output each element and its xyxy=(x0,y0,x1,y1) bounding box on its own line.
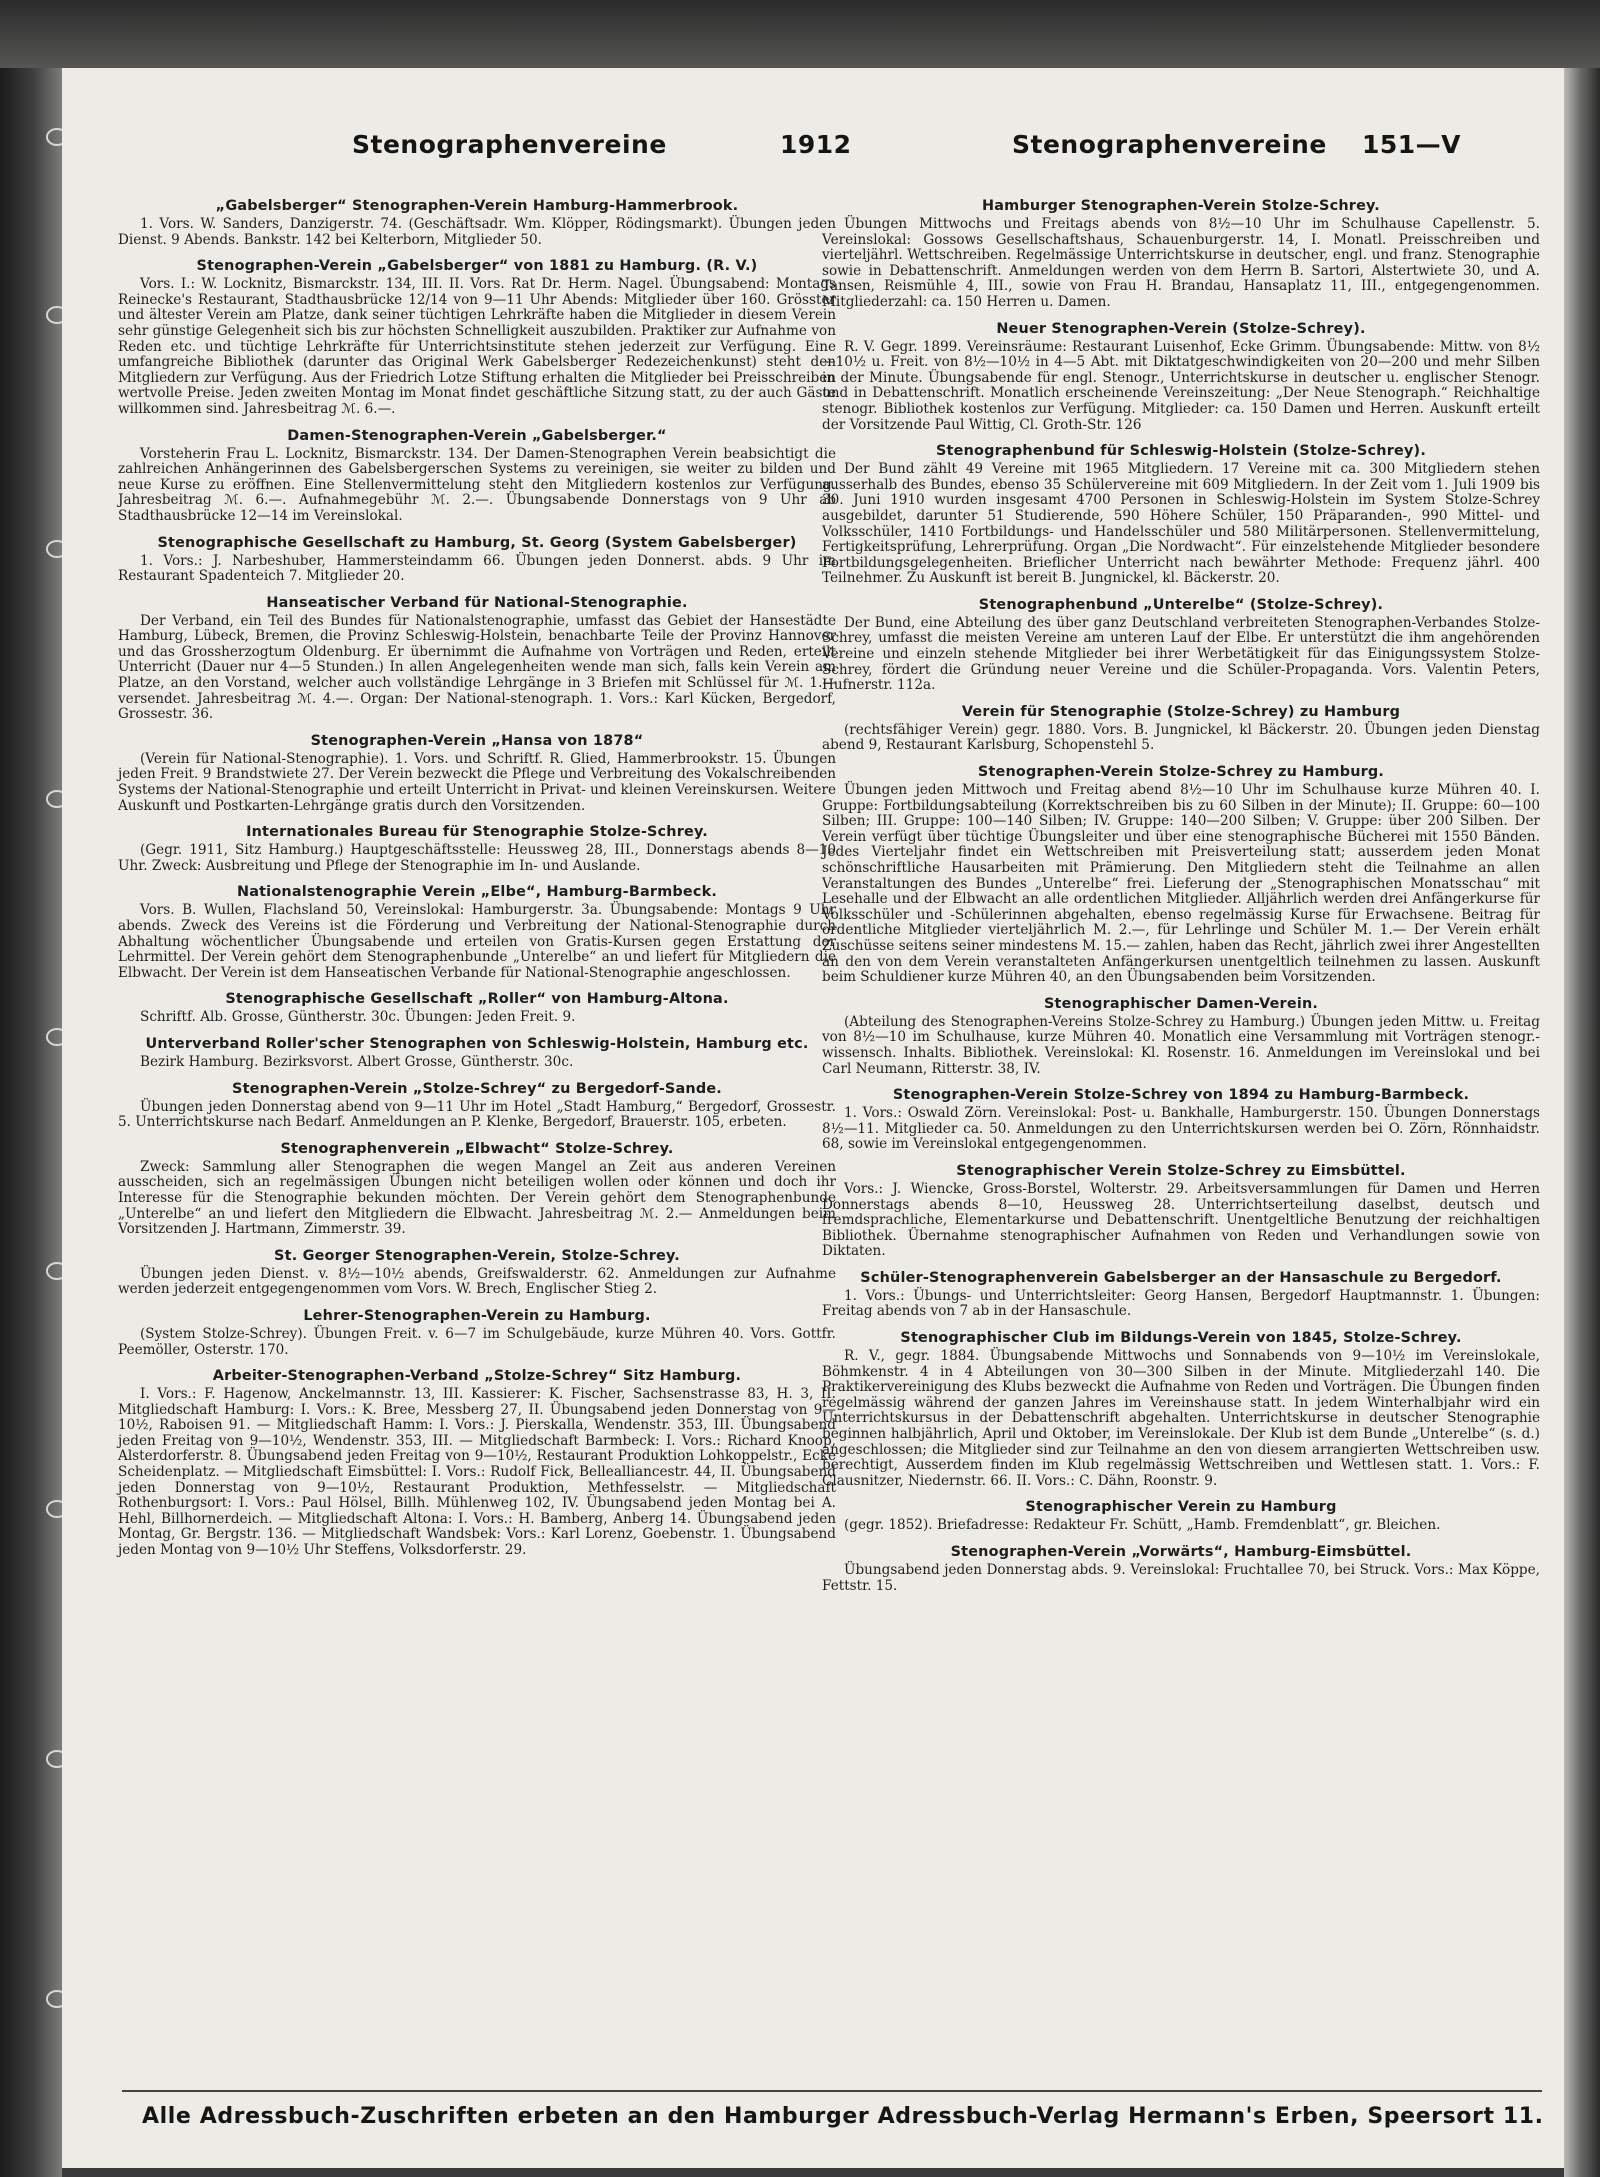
entry-text: I. Vors.: F. Hagenow, Anckelmannstr. 13, III. Kassierer: K. Fischer, Sachsenstrasse 83, H. 3, II. Mitgliedschaft Hamburg: I. Vors.: K. Bree, Messberg 27, II. Übungsabend jeden Donnerstag von 9—10½, Raboisen 91. — Mitgliedschaft Hamm: I. Vors.: J. Pierskalla, Wendenstr. 353, III. Übungsabend jeden Freitag von 9—10½, Wendenstr. 353, III. — Mitgliedschaft Barmbeck: I. Vors.: Richard Knoop, Alsterdorferstr. 8. Übungsabend jeden Freitag von 9—10½, Restaurant Produktion Lohkoppelstr., Ecke Scheidenplatz. — Mitgliedschaft Eimsbüttel: I. Vors.: Rudolf Fick, Bellealliancestr. 44, II. Übungsabend jeden Donnerstag von 9—10½, Restaurant Produktion, Methfesselstr. — Mitgliedschaft Rothenburgsort: I. Vors.: Paul Hölsel, Billh. Mühlenweg 102, IV. Übungsabend jeden Montag bei A. Hehl, Billhornerdeich. — Mitgliedschaft Altona: I. Vors.: H. Bamberg, Anberg 14. Übungsabend jeden Montag, Gr. Bergstr. 136. — Mitgliedschaft Wandsbek: Vors.: Karl Lorenz, Goebenstr. 1. Übungsabend jeden Montag von 9—10½ Uhr Steffens, Volksdorferstr. 29. xyxy=(118,1386,836,1559)
entry-title: Stenographische Gesellschaft zu Hamburg, St. Georg (System Gabelsberger) xyxy=(157,534,797,551)
page-edge xyxy=(1564,68,1600,2177)
directory-entry xyxy=(118,595,836,723)
entry-title: Internationales Bureau für Stenographie Stolze-Schrey. xyxy=(246,824,708,841)
directory-entry xyxy=(822,321,1540,434)
directory-entry xyxy=(822,597,1540,694)
left-column xyxy=(118,198,836,1569)
entry-text: Übungsabend jeden Donnerstag abds. 9. Vereinslokal: Fruchtallee 70, bei Struck. Vors.: Max Köppe, Fettstr. 15. xyxy=(822,1562,1540,1594)
entry-title: Stenographischer Verein Stolze-Schrey zu Eimsbüttel. xyxy=(956,1162,1406,1179)
entry-title: Stenographischer Damen-Verein. xyxy=(1043,995,1319,1012)
entry-title: Lehrer-Stenographen-Verein zu Hamburg. xyxy=(303,1307,651,1324)
footer-rule xyxy=(122,2090,1542,2092)
entry-text: (Gegr. 1911, Sitz Hamburg.) Hauptgeschäftsstelle: Heussweg 28, III., Donnerstags abends 8—10 Uhr. Zweck: Ausbreitung und Pflege der Stenographie im In- und Auslande. xyxy=(118,842,836,874)
entry-title: Damen-Stenographen-Verein „Gabelsberger.“ xyxy=(287,427,667,444)
entry-text: 1. Vors.: J. Narbeshuber, Hammersteindamm 66. Übungen jeden Donnerst. abds. 9 Uhr im Restaurant Spadenteich 7. Mitglieder 20. xyxy=(118,552,836,585)
page-number: 151—V xyxy=(1362,130,1462,159)
entry-title: Stenographenverein „Elbwacht“ Stolze-Schrey. xyxy=(280,1140,674,1157)
directory-entry xyxy=(822,1544,1540,1594)
entry-title: St. Georger Stenographen-Verein, Stolze-Schrey. xyxy=(274,1247,680,1264)
directory-entry xyxy=(822,443,1540,587)
directory-entry xyxy=(118,535,836,585)
directory-entry xyxy=(118,1308,836,1358)
entry-title: Unterverband Roller'scher Stenographen von Schleswig-Holstein, Hamburg etc. xyxy=(145,1035,809,1052)
right-column xyxy=(822,198,1540,1604)
directory-entry xyxy=(118,991,836,1026)
entry-title: Stenographenbund „Unterelbe“ (Stolze-Schrey). xyxy=(978,596,1384,613)
entry-text: Übungen jeden Mittwoch und Freitag abend 8½—10 Uhr im Schulhause kurze Mühren 40. I. Gruppe: Fortbildungsabteilung (Korrektschreiben bis zu 60 Silben in der Minute); II. Gruppe: 60—100 Silben; III. Gruppe: 100—140 Silben; IV. Gruppe: 140—200 Silben; V. Gruppe: über 200 Silben. Der Verein verfügt über tüchtige Übungsleiter und über eine stenographische Bücherei mit 1550 Bänden. Jedes Vierteljahr findet ein Wettschreiben mit Preisverteilung statt; ausserdem jeden Monat schönschriftliche Hausarbeiten mit Prämierung. Den Mitgliedern steht die Teilnahme an allen Veranstaltungen des Bundes „Unterelbe“ frei. Lieferung der „Stenographischen Monatsschau“ mit Lesehalle und der Elbwacht an alle ordentlichen Mitglieder. Alljährlich werden drei Anfängerkurse für Volksschüler und -Schülerinnen abgehalten, ebenso regelmässig Kurse für Erwachsene. Beitrag für ordentliche Mitglieder vierteljährlich M. 2.—, für Lehrlinge und Schüler M. 1.— Der Verein erhält Zuschüsse seitens seiner mindestens M. 15.— zahlen, haben das Recht, jährlich zwei ihrer Angestellten an den von dem Verein veranstalteten Anfängerkursen unentgeltlich teilnehmen zu lassen. Auskunft beim Schuldiener kurze Mühren 40, an den Übungsabenden beim Vorsitzenden. xyxy=(822,782,1540,986)
entry-text: (rechtsfähiger Verein) gegr. 1880. Vors. B. Jungnickel, kl Bäckerstr. 20. Übungen jeden Dienstag abend 9, Restaurant Karlsburg, Schopenstehl 5. xyxy=(822,721,1540,754)
header-left-title: Stenographenvereine xyxy=(352,130,667,159)
directory-entry xyxy=(118,733,836,814)
directory-entry xyxy=(118,1036,836,1071)
entry-title: Schüler-Stenographenverein Gabelsberger an der Hansaschule zu Bergedorf. xyxy=(860,1269,1502,1286)
entry-text: Der Bund zählt 49 Vereine mit 1965 Mitgliedern. 17 Vereine mit ca. 300 Mitgliedern stehen ausserhalb des Bundes, ebenso 35 Schülervereine mit 609 Mitgliedern. In der Zeit vom 1. Juli 1909 bis 30. Juni 1910 wurden insgesamt 4700 Personen in Schleswig-Holstein im System Stolze-Schrey ausgebildet, darunter 51 Studierende, 590 Höhere Schüler, 150 Präparanden-, 990 Mittel- und Volksschüler, 1410 Fortbildungs- und Handelsschüler und 580 Militärpersonen. Stellenvermittelung, Fertigkeitsprüfung, Lehrerprüfung. Organ „Die Nordwacht“. Für einzelstehende Mitglieder besondere Fortbildungsgelegenheiten. Brieflicher Unterricht nach bewährter Methode: Frequenz jährl. 400 Teilnehmer. Zu Auskunft ist bereit B. Jungnickel, kl. Bäckerstr. 20. xyxy=(822,461,1540,587)
header-year: 1912 xyxy=(780,130,852,159)
entry-text: Zweck: Sammlung aller Stenographen die wegen Mangel an Zeit aus anderen Vereinen ausscheiden, sich an regelmässigen Übungen nicht beteiligen wollen oder können und doch ihr Interesse für die Stenographie bekunden möchten. Der Verein gehört dem Stenographenbunde „Unterelbe“ an und liefert den Mitgliedern die Elbwacht. Jahresbeitrag ℳ. 2.— Anmeldungen beim Vorsitzenden J. Hartmann, Zimmerstr. 39. xyxy=(118,1158,836,1238)
entry-text: (System Stolze-Schrey). Übungen Freit. v. 6—7 im Schulgebäude, kurze Mühren 40. Vors. Gottfr. Peemöller, Osterstr. 170. xyxy=(118,1325,836,1358)
entry-title: Neuer Stenographen-Verein (Stolze-Schrey). xyxy=(996,320,1366,337)
entry-text: Übungen Mittwochs und Freitags abends von 8½—10 Uhr im Schulhause Capellenstr. 5. Vereinslokal: Gossows Gesellschaftshaus, Schauenburgerstr. 14, I. Monatl. Preisschreiben und vierteljährl. Wettschreiben. Regelmässige Unterrichtskurse in deutscher, engl. und franz. Stenographie sowie in Debattenschrift. Anmeldungen werden von dem Herrn B. Sartori, Alstertwiete 30, und A. Tansen, Reismühle 4, III., sowie von Frau H. Brandau, Hansaplatz 11, III., entgegengenommen. Mitgliederzahl: ca. 150 Herren u. Damen. xyxy=(822,216,1540,310)
entry-text: Vors. B. Wullen, Flachsland 50, Vereinslokal: Hamburgerstr. 3a. Übungsabende: Montags 9 Uhr abends. Zweck des Vereins ist die Förderung und Verbreitung der National-Stenographie durch Abhaltung wöchentlicher Übungsabende und erteilen von Gratis-Kursen gegen Erstattung der Lehrmittel. Der Verein gehört dem Stenographenbunde „Unterelbe“ an und liefert für Mitgliedern die Elbwacht. Der Verein ist dem Hanseatischen Verbande für National-Stenographie angeschlossen. xyxy=(118,902,836,981)
scan-top-shadow xyxy=(0,0,1600,68)
entry-text: Übungen jeden Donnerstag abend von 9—11 Uhr im Hotel „Stadt Hamburg,“ Bergedorf, Grossestr. 5. Unterrichtskurse nach Bedarf. Anmeldungen an P. Klenke, Bergedorf, Brauerstr. 105, erbeten. xyxy=(118,1098,836,1131)
directory-page xyxy=(62,68,1564,2168)
directory-entry xyxy=(118,1141,836,1238)
directory-entry xyxy=(118,198,836,248)
entry-title: Stenographen-Verein „Stolze-Schrey“ zu Bergedorf-Sande. xyxy=(232,1080,722,1097)
directory-entry xyxy=(118,258,836,417)
entry-text: Der Verband, ein Teil des Bundes für Nationalstenographie, umfasst das Gebiet der Hansestädte Hamburg, Lübeck, Bremen, die Provinz Schleswig-Holstein, benachbarte Teile der Provinz Hannover und das Grossherzogtum Oldenburg. Er übernimmt die Aufnahme von Vorträgen und Reden, erteilt Unterricht (Dauer nur 4—5 Stunden.) In allen Angelegenheiten wende man sich, falls kein Verein am Platze, an den Vorstand, welcher auch vollständige Lehrgänge in 3 Briefen mit Schlüssel für ℳ. 1.— versendet. Jahresbeitrag ℳ. 4.—. Organ: Der National-stenograph. 1. Vors.: Karl Kücken, Bergedorf, Grossestr. 36. xyxy=(118,612,836,723)
entry-title: Stenographenbund für Schleswig-Holstein (Stolze-Schrey). xyxy=(935,443,1427,460)
entry-title: Stenographischer Verein zu Hamburg xyxy=(1025,1499,1337,1516)
book-spine xyxy=(0,68,62,2177)
entry-title: Stenographen-Verein „Vorwärts“, Hamburg-Eimsbüttel. xyxy=(950,1544,1412,1560)
entry-text: Übungen jeden Dienst. v. 8½—10½ abends, Greifswalderstr. 62. Anmeldungen zur Aufnahme werden jederzeit entgegengenommen vom Vors. W. Brech, Englischer Stieg 2. xyxy=(118,1265,836,1298)
directory-entry xyxy=(118,1368,836,1559)
entry-title: „Gabelsberger“ Stenographen-Verein Hamburg-Hammerbrook. xyxy=(215,198,739,214)
directory-entry xyxy=(822,1163,1540,1260)
entry-title: Stenographische Gesellschaft „Roller“ von Hamburg-Altona. xyxy=(225,991,729,1008)
entry-text: Der Bund, eine Abteilung des über ganz Deutschland verbreiteten Stenographen-Verbandes Stolze-Schrey, umfasst die meisten Vereine am unteren Lauf der Elbe. Er unterstützt die ihm angehörenden Vereine und einzeln stehende Mitglieder bei ihrer Werbetätigkeit für das Einigungssystem Stolze-Schrey, fördert die Gründung neuer Vereine und die Schüler-Propaganda. Vors. Valentin Peters, Hufnerstr. 112a. xyxy=(822,614,1540,694)
entry-title: Nationalstenographie Verein „Elbe“, Hamburg-Barmbeck. xyxy=(236,884,718,901)
entry-text: Vors. I.: W. Locknitz, Bismarckstr. 134, III. II. Vors. Rat Dr. Herm. Nagel. Übungsabend: Montags Reinecke's Restaurant, Stadthausbrücke 12/14 von 9—11 Uhr Abends: Mitglieder über 160. Grösster und ältester Verein am Platze, dank seiner tüchtigen Lehrkräfte haben die Mitglieder in diesem Verein sehr günstige Gelegenheit sich bis zur höchsten Schnelligkeit auszubilden. Praktiker zur Aufnahme von Reden etc. und tüchtige Lehrkräfte für Unterrichtsinstitute stehen jederzeit zur Verfügung. Eine umfangreiche Bibliothek (darunter das Original Werk Gabelsberger Redezeichenkunst) steht den Mitgliedern zur Verfügung. Aus der Friedrich Lotze Stiftung erhalten die Mitglieder bei Preisschreiben wertvolle Preise. Jeden zweiten Montag im Monat findet geschäftliche Sitzung statt, zu der auch Gäste willkommen sind. Jahresbeitrag ℳ. 6.—. xyxy=(118,276,836,417)
directory-entry xyxy=(822,1330,1540,1489)
entry-title: Verein für Stenographie (Stolze-Schrey) zu Hamburg xyxy=(961,703,1401,720)
entry-text: R. V., gegr. 1884. Übungsabende Mittwochs und Sonnabends von 9—10½ im Vereinslokale, Böhmkenstr. 4 in 4 Abteilungen von 30—300 Silben in der Minute. Mitgliederzahl 140. Die Praktikervereinigung des Klubs bezweckt die Aufnahme von Reden und Vorträgen. Die Übungen finden regelmässig während der ganzen Jahres im Vereinshause statt. In jedem Winterhalbjahr wird ein Unterrichtskursus in der Debattenschrift abgehalten. Unterrichtskurse in deutscher Stenographie beginnen halbjährlich, April und Oktober, im Vereinslokale. Der Klub ist dem Bunde „Unterelbe“ (s. d.) angeschlossen; die Mitglieder sind zur Teilnahme an den von diesem arrangierten Wettschreiben usw. berechtigt, Ausserdem finden im Klub regelmässig Wettschreiben und Wettlesen statt. 1. Vors.: F. Clausnitzer, Niedernstr. 66. II. Vors.: C. Dähn, Roonstr. 9. xyxy=(822,1348,1540,1489)
entry-title: Stenographen-Verein Stolze-Schrey zu Hamburg. xyxy=(977,764,1385,781)
entry-title: Arbeiter-Stenographen-Verband „Stolze-Schrey“ Sitz Hamburg. xyxy=(212,1368,742,1385)
entry-title: Stenographischer Club im Bildungs-Verein von 1845, Stolze-Schrey. xyxy=(900,1330,1462,1347)
directory-entry xyxy=(118,1248,836,1298)
entry-text: Vorsteherin Frau L. Locknitz, Bismarckstr. 134. Der Damen-Stenographen Verein beabsichtigt die zahlreichen Anhängerinnen des Gabelsbergerschen Systems zu vereinigen, sie weiter zu bilden und neue Kurse zu eröffnen. Eine Stellenvermittelung steht den Mitgliedern kostenlos zur Verfügung. Jahresbeitrag ℳ. 6.—. Aufnahmegebühr ℳ. 2.—. Übungsabende Donnerstags von 9 Uhr ab Stadthausbrücke 12—14 im Vereinslokal. xyxy=(118,445,836,524)
directory-entry xyxy=(822,1087,1540,1153)
directory-entry xyxy=(822,1270,1540,1320)
entry-text: 1. Vors. W. Sanders, Danzigerstr. 74. (Geschäftsadr. Wm. Klöpper, Rödingsmarkt). Übungen jeden Dienst. 9 Abends. Bankstr. 142 bei Kelterborn, Mitglieder 50. xyxy=(118,216,836,248)
entry-text: (Verein für National-Stenographie). 1. Vors. und Schriftf. R. Glied, Hammerbrookstr. 15. Übungen jeden Freit. 9 Brandstwiete 27. Der Verein bezweckt die Pflege und Verbreitung des Vokalschreibenden Systems der National-Stenographie und erteilt Unterricht in Privat- und kleinen Vereinskursen. Weitere Auskunft und Postkarten-Lehrgänge gratis durch den Vorsitzenden. xyxy=(118,750,836,814)
entry-title: Stenographen-Verein Stolze-Schrey von 1894 zu Hamburg-Barmbeck. xyxy=(892,1087,1470,1104)
entry-text: Bezirk Hamburg. Bezirksvorst. Albert Grosse, Güntherstr. 30c. xyxy=(140,1053,574,1070)
directory-entry xyxy=(822,996,1540,1077)
entry-title: Stenographen-Verein „Gabelsberger“ von 1881 zu Hamburg. (R. V.) xyxy=(196,258,758,275)
entry-text: 1. Vors.: Übungs- und Unterrichtsleiter: Georg Hansen, Bergedorf Hauptmannstr. 1. Übungen: Freitag abends von 7 ab in der Hansaschule. xyxy=(822,1287,1540,1320)
header-right-title: Stenographenvereine xyxy=(1012,130,1327,159)
directory-entry xyxy=(118,824,836,874)
directory-entry xyxy=(822,704,1540,754)
entry-title: Hamburger Stenographen-Verein Stolze-Schrey. xyxy=(982,198,1380,214)
directory-entry xyxy=(118,1081,836,1131)
entry-text: 1. Vors.: Oswald Zörn. Vereinslokal: Post- u. Bankhalle, Hamburgerstr. 150. Übungen Donnerstags 8½—11. Mitglieder ca. 50. Anmeldungen zu den Unterrichtskursen werden bei O. Zörn, Rönnhaidstr. 68, sowie im Vereinslokal entgegengenommen. xyxy=(822,1105,1540,1153)
entry-title: Stenographen-Verein „Hansa von 1878“ xyxy=(310,732,644,749)
entry-text: (gegr. 1852). Briefadresse: Redakteur Fr. Schütt, „Hamb. Fremdenblatt“, gr. Bleichen. xyxy=(844,1517,1441,1534)
entry-text: Schriftf. Alb. Grosse, Güntherstr. 30c. Übungen: Jeden Freit. 9. xyxy=(140,1009,576,1026)
directory-entry xyxy=(822,1499,1540,1534)
footer-notice: Alle Adressbuch-Zuschriften erbeten an den Hamburger Adressbuch-Verlag Hermann's Erben, Speersort 11. xyxy=(142,2104,1544,2129)
entry-text: Vors.: J. Wiencke, Gross-Borstel, Wolterstr. 29. Arbeitsversammlungen für Damen und Herren Donnerstags abends 8—10, Heussweg 28. Unterrichtserteilung daselbst, deutsch und fremdsprachliche, Elementarkurse und Debattenschrift. Unentgeltliche Benutzung der reichhaltigen Bibliothek. Übernahme stenographischer Aufnahmen von Reden und Verhandlungen sowie von Diktaten. xyxy=(822,1180,1540,1260)
directory-entry xyxy=(822,198,1540,311)
entry-text: (Abteilung des Stenographen-Vereins Stolze-Schrey zu Hamburg.) Übungen jeden Mittw. u. Freitag von 8½—10 im Schulhause, kurze Mühren 40. Monatlich eine Versammlung mit Vorträgen stenogr.-wissensch. Inhalts. Bibliothek. Vereinslokal: Kl. Rosenstr. 16. Anmeldungen im Vereinslokal und bei Carl Neumann, Ritterstr. 38, IV. xyxy=(822,1013,1540,1077)
entry-text: R. V. Gegr. 1899. Vereinsräume: Restaurant Luisenhof, Ecke Grimm. Übungsabende: Mittw. von 8½—10½ u. Freit. von 8½—10½ in 4—5 Abt. mit Diktatgeschwindigkeiten von 20—200 und mehr Silben in der Minute. Übungsabende für engl. Stenogr., Unterrichtskurse in deutscher u. englischer Stenogr. und in Debattenschrift. Monatlich erscheinende Vereinszeitung: „Der Neue Stenograph.“ Reichhaltige stenogr. Bibliothek kostenlos zur Verfügung. Mitglieder: ca. 150 Damen und Herren. Auskunft erteilt der Vorsitzende Paul Wittig, Cl. Groth-Str. 126 xyxy=(822,338,1540,433)
entry-title: Hanseatischer Verband für National-Stenographie. xyxy=(266,594,688,611)
directory-entry xyxy=(822,764,1540,986)
directory-entry xyxy=(118,884,836,981)
directory-entry xyxy=(118,428,836,525)
